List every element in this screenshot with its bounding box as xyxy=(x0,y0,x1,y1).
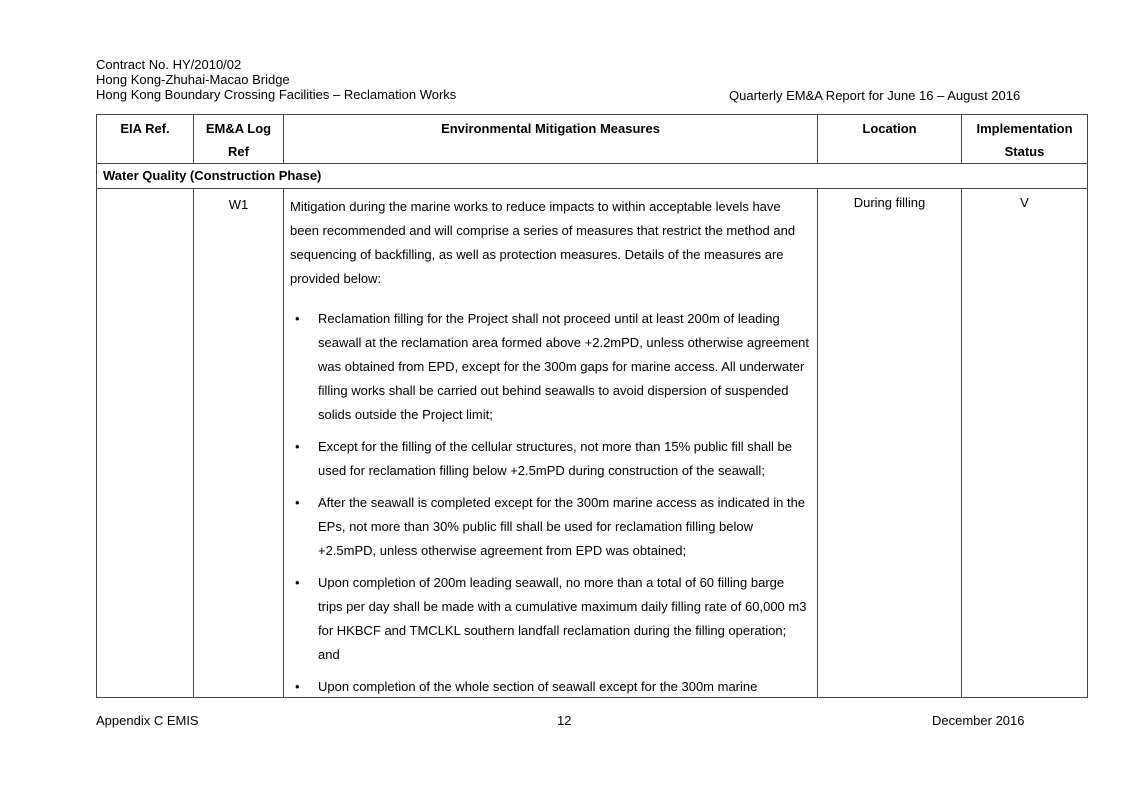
footer-appendix: Appendix C EMIS xyxy=(96,713,199,728)
col-header-mitigation-measures: Environmental Mitigation Measures xyxy=(284,115,818,164)
contract-number: Contract No. HY/2010/02 xyxy=(96,57,242,72)
table-header-row xyxy=(97,115,1088,164)
section-row xyxy=(97,164,1088,189)
status-cell: V xyxy=(962,189,1088,698)
measures-intro: Mitigation during the marine works to reduce impacts to within acceptable levels have been recommended and will comprise a series of measures that restrict the method and sequencing of backfilling, as well as protection measures. Details of the measures are provided below: xyxy=(290,199,796,286)
emis-table xyxy=(96,114,1088,698)
location-cell: During filling xyxy=(818,189,962,698)
measures-list xyxy=(290,307,809,697)
log-ref-cell: W1 xyxy=(194,189,284,698)
report-title: Quarterly EM&A Report for June 16 – August 2016 xyxy=(729,88,1021,103)
list-item: • Except for the filling of the cellular structures, not more than 15% public fill shall be used for reclamation filling below +2.5mPD during construction of the seawall; xyxy=(318,435,809,483)
page-number: 12 xyxy=(557,713,572,728)
section-title: Water Quality (Construction Phase) xyxy=(97,164,1088,189)
list-item: • Upon completion of 200m leading seawall, no more than a total of 60 filling barge trips per day shall be made with a cumulative maximum daily filling rate of 60,000 m3 for HKBCF and TMCLKL southern landfall reclamation during the filling operation; and xyxy=(318,571,809,667)
footer-date: December 2016 xyxy=(932,713,1025,728)
document-header xyxy=(96,57,456,102)
project-name: Hong Kong-Zhuhai-Macao Bridge xyxy=(96,72,290,87)
facility-name: Hong Kong Boundary Crossing Facilities – Reclamation Works xyxy=(96,87,457,102)
table-row xyxy=(97,189,1088,698)
eia-ref-cell xyxy=(97,189,194,698)
list-item: • Reclamation filling for the Project shall not proceed until at least 200m of leading seawall at the reclamation area formed above +2.2mPD, unless otherwise agreement was obtained from EPD, except for the 300m gaps for marine access. All underwater filling works shall be carried out behind seawalls to avoid dispersion of suspended solids outside the Project limit; xyxy=(318,307,809,427)
col-header-implementation-status: Implementation Status xyxy=(962,115,1088,164)
list-item: • After the seawall is completed except for the 300m marine access as indicated in the EPs, not more than 30% public fill shall be used for reclamation filling below +2.5mPD, unless otherwise agreement from EPD was obtained; xyxy=(318,491,809,563)
col-header-eia-ref: EIA Ref. xyxy=(97,115,194,164)
measures-cell xyxy=(284,189,818,698)
col-header-ema-log-ref: EM&A Log Ref xyxy=(194,115,284,164)
list-item: • Upon completion of the whole section of seawall except for the 300m marine xyxy=(318,675,809,697)
col-header-location: Location xyxy=(818,115,962,164)
